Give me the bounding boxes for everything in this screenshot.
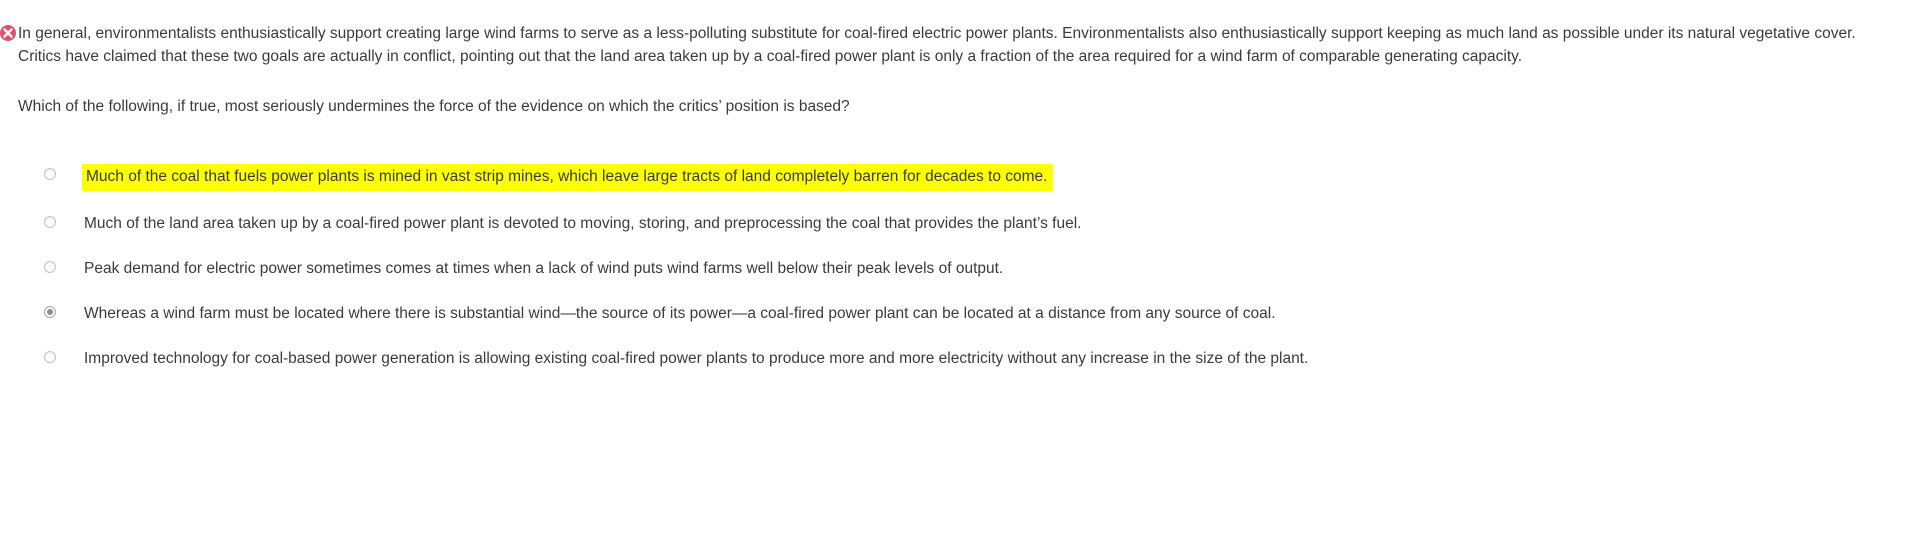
passage-text: In general, environmentalists enthusiastically support creating large wind farms to serve as a less-polluting substitute for coal-fired electric power plants. Environmentalists also enthusiastically support keeping as much land as possible under its natural vegetative cover. Critics have claimed that these two goals are actually in conflict, pointing out that the land area taken up by a coal-fired power plant is only a fraction of the area required for a wind farm of comparable generating capacity. xyxy=(18,25,1856,65)
radio-button[interactable] xyxy=(44,168,56,180)
radio-button[interactable] xyxy=(44,306,56,318)
radio-button[interactable] xyxy=(44,351,56,363)
option-text[interactable]: Much of the coal that fuels power plants is mined in vast strip mines, which leave large tracts of land completely barren for decades to come. xyxy=(82,164,1053,191)
question-text: Which of the following, if true, most seriously undermines the force of the evidence on which the critics’ position is based? xyxy=(18,98,850,115)
answer-option-row[interactable] xyxy=(0,347,1884,371)
answer-options xyxy=(0,164,1884,371)
answer-option-row[interactable] xyxy=(0,164,1884,191)
incorrect-cross-icon xyxy=(0,25,16,41)
option-text[interactable]: Improved technology for coal-based power generation is allowing existing coal-fired power plants to produce more and more electricity without any increase in the size of the plant. xyxy=(84,350,1309,367)
option-text[interactable]: Whereas a wind farm must be located where there is substantial wind—the source of its power—a coal-fired power plant can be located at a distance from any source of coal. xyxy=(84,305,1276,322)
radio-button[interactable] xyxy=(44,261,56,273)
option-text[interactable]: Peak demand for electric power sometimes comes at times when a lack of wind puts wind farms well below their peak levels of output. xyxy=(84,260,1004,277)
radio-button[interactable] xyxy=(44,216,56,228)
answer-option-row[interactable] xyxy=(0,212,1884,236)
option-text[interactable]: Much of the land area taken up by a coal-fired power plant is devoted to moving, storing, and preprocessing the coal that provides the plant’s fuel. xyxy=(84,215,1082,232)
answer-option-row[interactable] xyxy=(0,257,1884,281)
passage-block xyxy=(0,22,1884,68)
answer-option-row[interactable] xyxy=(0,302,1884,326)
